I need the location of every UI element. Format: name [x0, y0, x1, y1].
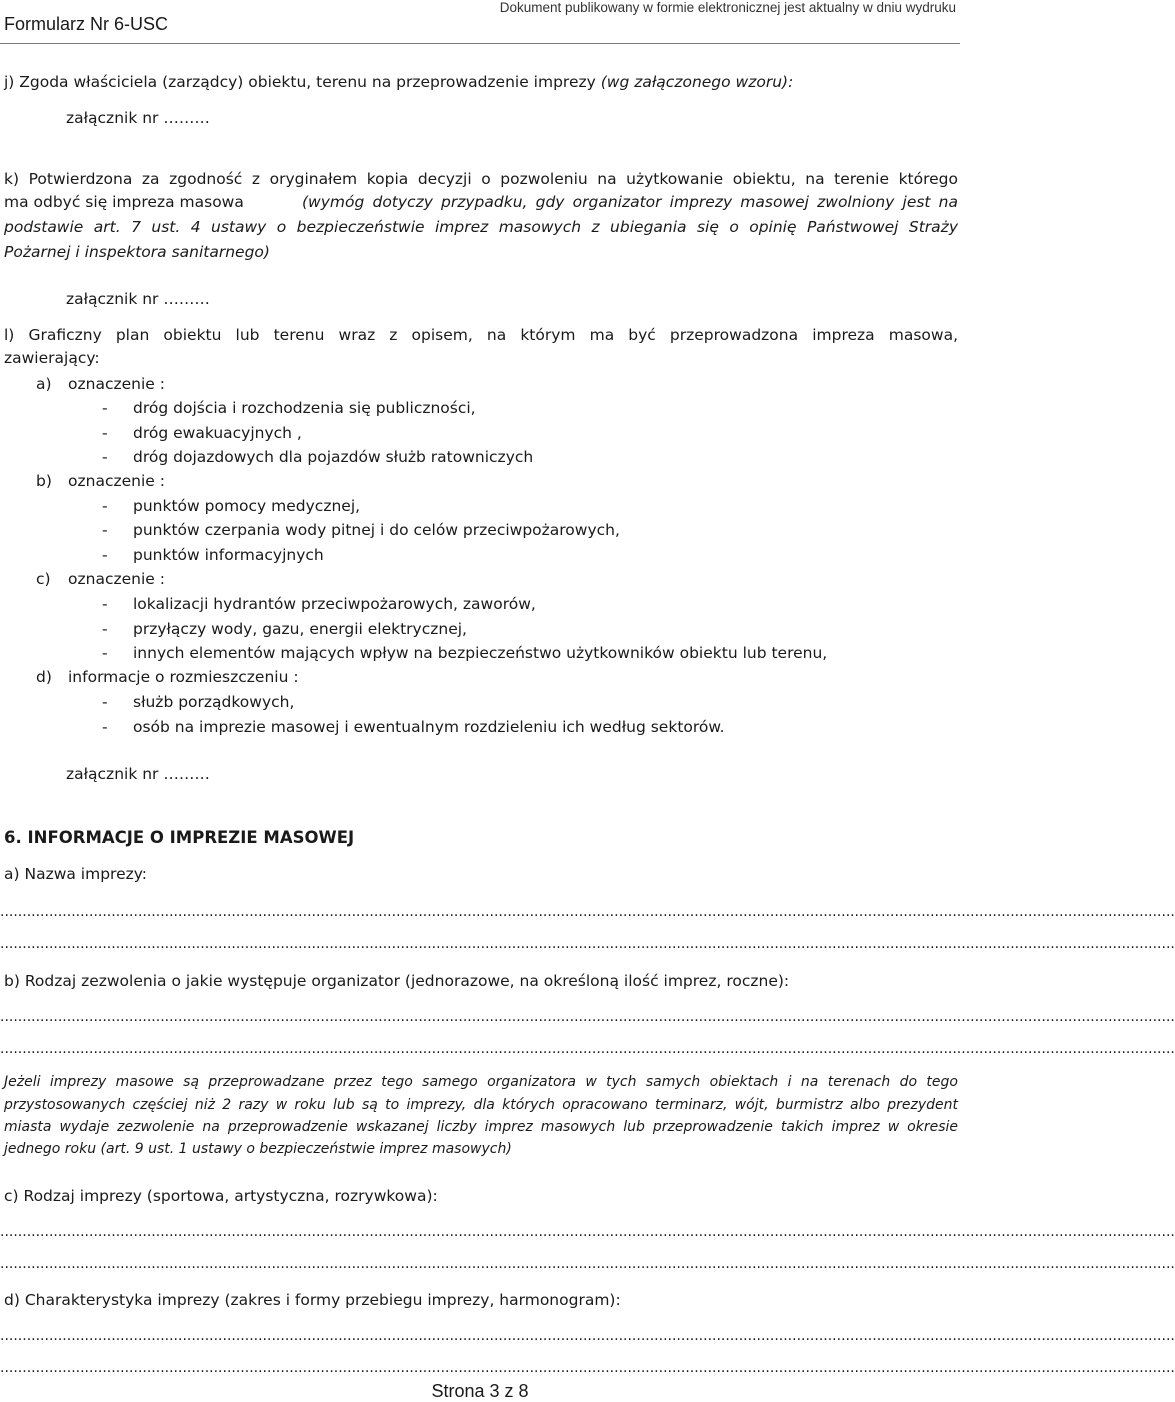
note-line-4: jednego roku (art. 9 ust. 1 ustawy o bezpieczeństwie imprez masowych) — [4, 1141, 512, 1157]
field-b-fill-line-1[interactable]: ........................................................................................................................................................................................................................................................................ — [0, 1009, 1175, 1025]
list-item: innych elementów mających wpływ na bezpieczeństwo użytkowników obiektu lub terenu, — [133, 644, 828, 662]
group-c-title: oznaczenie : — [68, 570, 165, 588]
bullet-dash: - — [102, 497, 108, 515]
group-d-label: d) — [36, 668, 52, 686]
header-divider — [0, 43, 960, 44]
section-j-italic: (wg załączonego wzoru): — [600, 73, 794, 91]
list-item: przyłączy wody, gazu, energii elektrycznej, — [133, 620, 467, 638]
field-c-fill-line-1[interactable]: ........................................................................................................................................................................................................................................................................ — [0, 1224, 1175, 1240]
group-b-title: oznaczenie : — [68, 472, 165, 490]
group-a-label: a) — [36, 375, 52, 393]
bullet-dash: - — [102, 693, 108, 711]
form-number: Formularz Nr 6-USC — [4, 14, 169, 34]
field-c-fill-line-2[interactable]: ........................................................................................................................................................................................................................................................................ — [0, 1256, 1175, 1272]
list-item: lokalizacji hydrantów przeciwpożarowych, zaworów, — [133, 595, 536, 613]
field-a-fill-line-2[interactable]: ........................................................................................................................................................................................................................................................................ — [0, 936, 1175, 952]
list-item: punktów czerpania wody pitnej i do celów przeciwpożarowych, — [133, 521, 620, 539]
list-item: osób na imprezie masowej i ewentualnym rozdzieleniu ich według sektorów. — [133, 718, 725, 736]
field-c-label: c) Rodzaj imprezy (sportowa, artystyczna, rozrywkowa): — [4, 1187, 438, 1205]
bullet-dash: - — [102, 644, 108, 662]
page-header — [0, 0, 960, 44]
page-number: Strona 3 z 8 — [431, 1381, 529, 1401]
field-d-fill-line-2[interactable]: ........................................................................................................................................................................................................................................................................ — [0, 1360, 1175, 1376]
note-line-1: Jeżeli imprezy masowe są przeprowadzane przez tego samego organizatora w tych samych obiektach i na terenach do tego — [4, 1074, 958, 1090]
bullet-dash: - — [102, 595, 108, 613]
bullet-dash: - — [102, 546, 108, 564]
section-l-attachment: załącznik nr ……… — [66, 765, 210, 783]
note-line-2: przystosowanych częściej niż 2 razy w roku lub są to imprezy, dla których opracowano terminarz, wójt, burmistrz albo prezydent — [4, 1097, 958, 1113]
section-l-line1: l) Graficzny plan obiektu lub terenu wraz z opisem, na którym ma być przeprowadzona impreza masowa, — [4, 326, 958, 344]
section-k-line3: podstawie art. 7 ust. 4 ustawy o bezpieczeństwie imprez masowych z ubiegania się o opinię Państwowej Straży — [4, 218, 958, 236]
field-b-fill-line-2[interactable]: ........................................................................................................................................................................................................................................................................ — [0, 1041, 1175, 1057]
section-6-heading: 6. INFORMACJE O IMPREZIE MASOWEJ — [4, 828, 355, 847]
bullet-dash: - — [102, 620, 108, 638]
section-j-attachment: załącznik nr ……… — [66, 109, 210, 127]
group-d-title: informacje o rozmieszczeniu : — [68, 668, 299, 686]
bullet-dash: - — [102, 448, 108, 466]
list-item: punktów pomocy medycznej, — [133, 497, 361, 515]
group-b-label: b) — [36, 472, 52, 490]
bullet-dash: - — [102, 424, 108, 442]
group-c-label: c) — [36, 570, 51, 588]
field-d-label: d) Charakterystyka imprezy (zakres i formy przebiegu imprezy, harmonogram): — [4, 1291, 621, 1309]
list-item: dróg dojazdowych dla pojazdów służb ratowniczych — [133, 448, 534, 466]
field-d-fill-line-1[interactable]: ........................................................................................................................................................................................................................................................................ — [0, 1328, 1175, 1344]
bullet-dash: - — [102, 718, 108, 736]
note-line-3: miasta wydaje zezwolenie na przeprowadzenie wskazanej liczby imprez masowych lub przeprowadzenie takich imprez w okresie — [4, 1119, 958, 1135]
section-l-line2: zawierający: — [4, 349, 100, 367]
list-item: punktów informacyjnych — [133, 546, 324, 564]
bullet-dash: - — [102, 521, 108, 539]
publication-notice: Dokument publikowany w formie elektronicznej jest aktualny w dniu wydruku — [499, 0, 956, 15]
section-k-line2-normal: ma odbyć się impreza masowa — [4, 193, 244, 211]
section-k-line1: k) Potwierdzona za zgodność z oryginałem kopia decyzji o pozwoleniu na użytkowanie obiektu, na terenie którego — [4, 170, 958, 188]
field-a-fill-line-1[interactable]: ........................................................................................................................................................................................................................................................................ — [0, 904, 1175, 920]
bullet-dash: - — [102, 399, 108, 417]
list-item: dróg dojścia i rozchodzenia się publiczności, — [133, 399, 476, 417]
section-k-line4: Pożarnej i inspektora sanitarnego) — [4, 243, 270, 261]
list-item: służb porządkowych, — [133, 693, 295, 711]
field-b-label: b) Rodzaj zezwolenia o jakie występuje organizator (jednorazowe, na określoną ilość imprez, roczne): — [4, 972, 790, 990]
section-k-line2-italic: (wymóg dotyczy przypadku, gdy organizator imprezy masowej zwolniony jest na — [302, 193, 958, 211]
list-item: dróg ewakuacyjnych , — [133, 424, 302, 442]
section-j-text — [4, 73, 793, 91]
section-k-attachment: załącznik nr ……… — [66, 290, 210, 308]
section-j-normal: j) Zgoda właściciela (zarządcy) obiektu, terenu na przeprowadzenie imprezy — [4, 73, 601, 91]
group-a-title: oznaczenie : — [68, 375, 165, 393]
field-a-label: a) Nazwa imprezy: — [4, 865, 148, 883]
